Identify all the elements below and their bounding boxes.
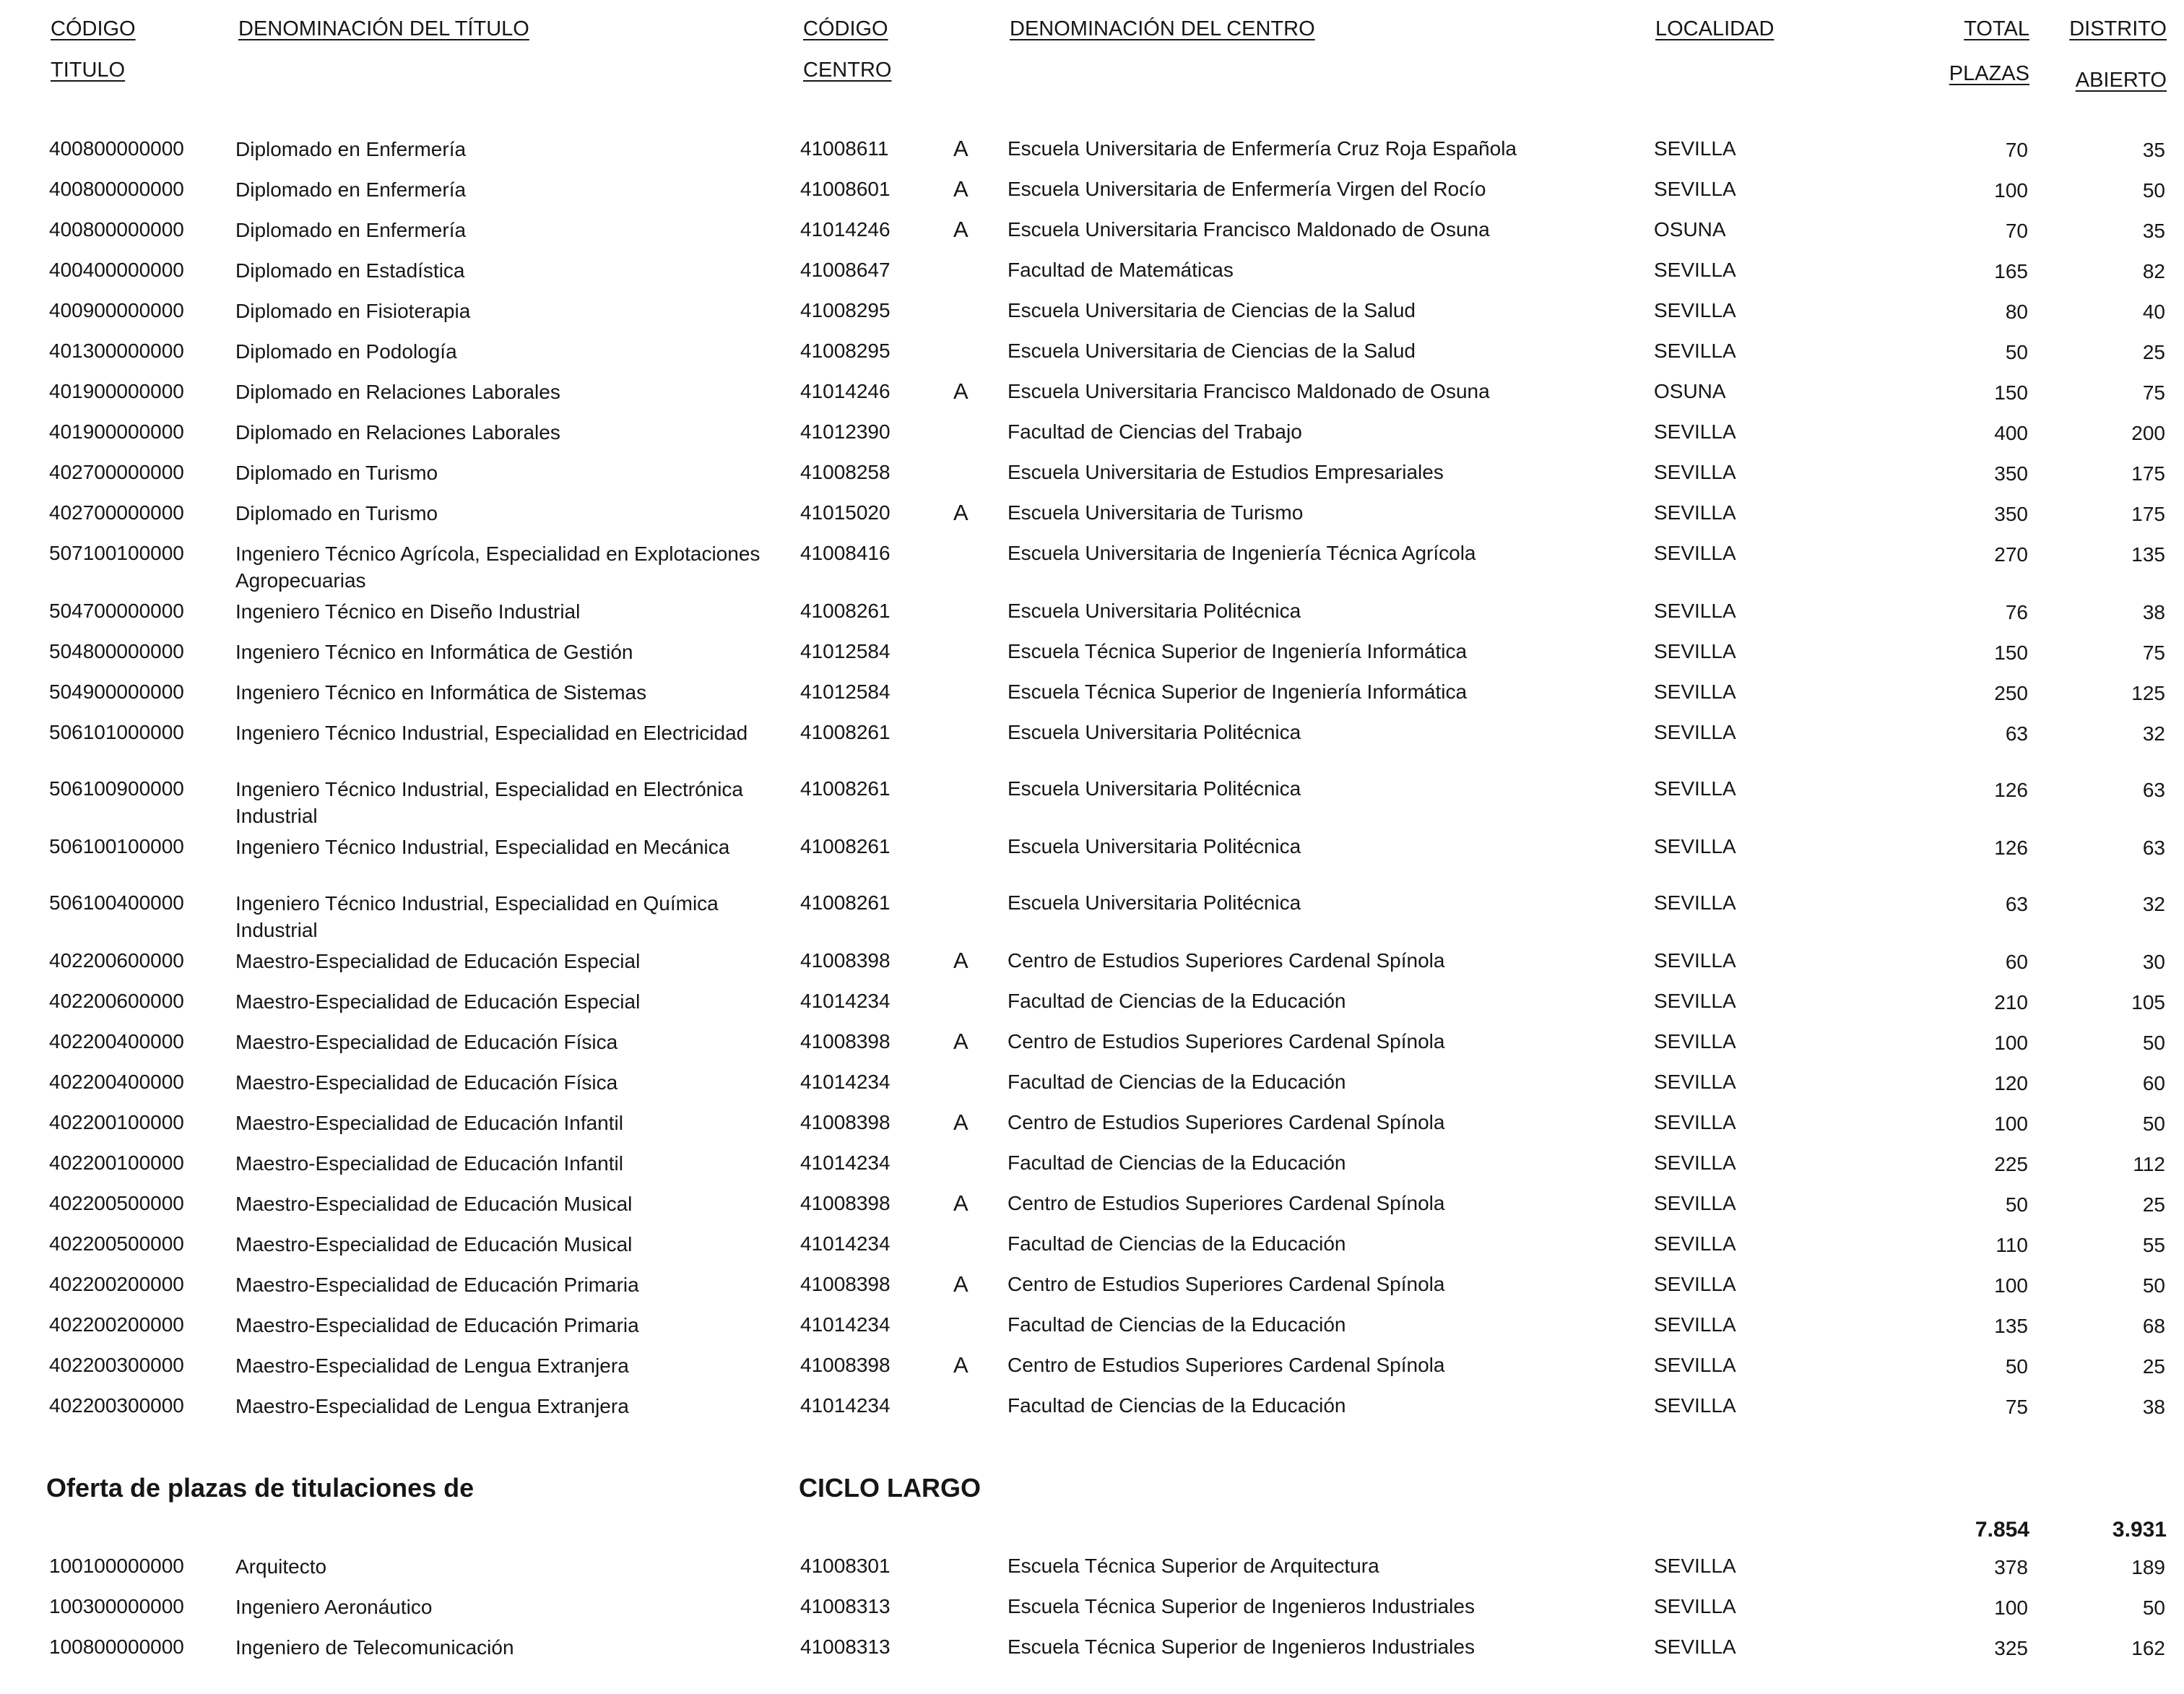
- cell-localidad: SEVILLA: [1654, 1635, 1736, 1658]
- header-codigo-titulo-line2: TITULO: [51, 59, 126, 82]
- cell-codigo-titulo: 400400000000: [49, 259, 184, 281]
- cell-codigo-titulo: 400800000000: [49, 137, 184, 160]
- cell-titulo: Maestro-Especialidad de Educación Física: [235, 1031, 618, 1053]
- cell-distrito: 35: [2142, 220, 2165, 242]
- cell-total-plazas: 325: [1994, 1637, 2028, 1659]
- cell-total-plazas: 165: [1994, 260, 2028, 282]
- cell-localidad: SEVILLA: [1654, 949, 1736, 972]
- cell-total-plazas: 100: [1994, 1274, 2028, 1297]
- cell-localidad: SEVILLA: [1654, 299, 1736, 321]
- cell-codigo-titulo: 100800000000: [49, 1635, 184, 1658]
- cell-codigo-centro: 41008398: [800, 1273, 890, 1295]
- cell-centro: Facultad de Matemáticas: [1008, 259, 1234, 281]
- cell-titulo: Ingeniero Técnico Industrial, Especialidad en Química Industrial: [235, 892, 719, 941]
- cell-codigo-titulo: 401900000000: [49, 420, 184, 443]
- cell-total-plazas: 150: [1994, 641, 2028, 664]
- cell-total-plazas: 350: [1994, 462, 2028, 485]
- cell-titulo: Maestro-Especialidad de Educación Infantil: [235, 1152, 623, 1175]
- cell-codigo-titulo: 401300000000: [49, 340, 184, 362]
- cell-titulo: Ingeniero Técnico en Diseño Industrial: [235, 600, 581, 623]
- cell-centro: Escuela Universitaria Politécnica: [1008, 600, 1301, 622]
- cell-distrito: 189: [2131, 1556, 2165, 1578]
- total-plazas: 7.854: [1975, 1518, 2029, 1542]
- cell-titulo: Ingeniero Técnico Industrial, Especialidad en Electrónica Industrial: [235, 778, 744, 827]
- header-distrito-abierto-line2: ABIERTO: [2075, 69, 2167, 92]
- header-total-plazas-line2: PLAZAS: [1949, 62, 2029, 85]
- cell-distrito: 38: [2142, 601, 2165, 623]
- cell-distrito: 105: [2131, 991, 2165, 1014]
- header-total-plazas-line1: TOTAL: [1964, 17, 2029, 40]
- cell-distrito: 200: [2131, 422, 2165, 444]
- cell-codigo-centro: 41012584: [800, 640, 890, 662]
- cell-localidad: SEVILLA: [1654, 680, 1736, 703]
- cell-codigo-titulo: 100300000000: [49, 1595, 184, 1617]
- cell-distrito: 38: [2142, 1396, 2165, 1418]
- cell-distrito: 135: [2131, 543, 2165, 566]
- cell-titulo: Ingeniero Técnico en Informática de Gestión: [235, 641, 633, 663]
- cell-centro: Escuela Técnica Superior de Ingenieros Industriales: [1008, 1635, 1475, 1658]
- cell-localidad: SEVILLA: [1654, 1192, 1736, 1214]
- cell-distrito: 60: [2142, 1072, 2165, 1094]
- cell-centro: Escuela Universitaria Francisco Maldonado de Osuna: [1008, 380, 1490, 402]
- cell-centro: Facultad de Ciencias de la Educación: [1008, 1313, 1346, 1336]
- cell-codigo-centro: 41008416: [800, 542, 890, 564]
- cell-centro: Escuela Universitaria Politécnica: [1008, 777, 1301, 800]
- cell-titulo: Arquitecto: [235, 1555, 327, 1578]
- cell-codigo-centro: 41014234: [800, 1313, 890, 1336]
- cell-codigo-centro: 41008398: [800, 949, 890, 972]
- cell-localidad: SEVILLA: [1654, 1232, 1736, 1255]
- cell-distrito: 63: [2142, 779, 2165, 801]
- cell-codigo-centro: 41014234: [800, 1394, 890, 1417]
- cell-distrito: 68: [2142, 1315, 2165, 1337]
- header-codigo-centro-line2: CENTRO: [803, 59, 892, 82]
- cell-distrito: 30: [2142, 951, 2165, 973]
- cell-flag: A: [953, 948, 968, 973]
- cell-localidad: SEVILLA: [1654, 1354, 1736, 1376]
- cell-centro: Facultad de Ciencias de la Educación: [1008, 1394, 1346, 1417]
- cell-titulo: Ingeniero Aeronáutico: [235, 1596, 433, 1618]
- cell-total-plazas: 63: [2005, 722, 2028, 745]
- cell-codigo-titulo: 402200400000: [49, 1071, 184, 1093]
- cell-total-plazas: 100: [1994, 1032, 2028, 1054]
- cell-total-plazas: 100: [1994, 1112, 2028, 1135]
- cell-titulo: Diplomado en Fisioterapia: [235, 300, 471, 322]
- cell-total-plazas: 110: [1996, 1234, 2028, 1256]
- cell-centro: Escuela Universitaria de Estudios Empresariales: [1008, 461, 1444, 483]
- cell-codigo-centro: 41008398: [800, 1030, 890, 1053]
- cell-codigo-titulo: 402200300000: [49, 1354, 184, 1376]
- cell-localidad: SEVILLA: [1654, 835, 1736, 857]
- cell-centro: Centro de Estudios Superiores Cardenal Spínola: [1008, 1030, 1445, 1053]
- cell-codigo-titulo: 402200100000: [49, 1151, 184, 1174]
- cell-centro: Escuela Universitaria de Ciencias de la Salud: [1008, 340, 1416, 362]
- cell-distrito: 75: [2142, 381, 2165, 404]
- header-distrito-abierto-line1: DISTRITO: [2069, 17, 2167, 40]
- cell-centro: Centro de Estudios Superiores Cardenal Spínola: [1008, 949, 1445, 972]
- cell-distrito: 50: [2142, 179, 2165, 202]
- cell-distrito: 175: [2131, 462, 2165, 485]
- cell-distrito: 75: [2142, 641, 2165, 664]
- cell-localidad: SEVILLA: [1654, 420, 1736, 443]
- cell-flag: A: [953, 1352, 968, 1378]
- cell-titulo: Maestro-Especialidad de Educación Musical: [235, 1233, 633, 1256]
- cell-titulo: Ingeniero de Telecomunicación: [235, 1636, 514, 1659]
- header-codigo-titulo-line1: CÓDIGO: [51, 17, 136, 40]
- cell-total-plazas: 120: [1994, 1072, 2028, 1094]
- cell-total-plazas: 225: [1994, 1153, 2028, 1175]
- cell-codigo-titulo: 504700000000: [49, 600, 184, 622]
- header-denominacion-titulo: DENOMINACIÓN DEL TÍTULO: [238, 17, 529, 40]
- cell-codigo-titulo: 402200200000: [49, 1273, 184, 1295]
- cell-centro: Escuela Universitaria Francisco Maldonado de Osuna: [1008, 218, 1490, 241]
- cell-titulo: Ingeniero Técnico Agrícola, Especialidad en Explotaciones Agropecuarias: [235, 543, 760, 592]
- cell-distrito: 162: [2131, 1637, 2165, 1659]
- cell-codigo-titulo: 507100100000: [49, 542, 184, 564]
- cell-titulo: Diplomado en Enfermería: [235, 178, 467, 201]
- cell-codigo-centro: 41008398: [800, 1354, 890, 1376]
- cell-codigo-centro: 41014246: [800, 218, 890, 241]
- cell-localidad: OSUNA: [1654, 380, 1726, 402]
- cell-codigo-titulo: 402200600000: [49, 949, 184, 972]
- cell-flag: A: [953, 500, 968, 525]
- cell-codigo-titulo: 401900000000: [49, 380, 184, 402]
- cell-codigo-titulo: 402200100000: [49, 1111, 184, 1133]
- cell-titulo: Diplomado en Enfermería: [235, 138, 467, 160]
- cell-titulo: Maestro-Especialidad de Educación Especial: [235, 990, 641, 1013]
- cell-titulo: Ingeniero Técnico en Informática de Sistemas: [235, 681, 647, 704]
- cell-codigo-centro: 41008261: [800, 835, 890, 857]
- cell-localidad: SEVILLA: [1654, 178, 1736, 200]
- cell-codigo-titulo: 402200300000: [49, 1394, 184, 1417]
- cell-flag: A: [953, 1110, 968, 1135]
- cell-codigo-titulo: 504900000000: [49, 680, 184, 703]
- cell-centro: Escuela Universitaria de Turismo: [1008, 501, 1304, 524]
- cell-total-plazas: 50: [2005, 341, 2028, 363]
- cell-localidad: SEVILLA: [1654, 1151, 1736, 1174]
- section-cycle: CICLO LARGO: [799, 1473, 981, 1503]
- cell-localidad: SEVILLA: [1654, 461, 1736, 483]
- cell-titulo: Diplomado en Enfermería: [235, 219, 467, 241]
- cell-distrito: 50: [2142, 1112, 2165, 1135]
- cell-flag: A: [953, 379, 968, 404]
- cell-titulo: Diplomado en Turismo: [235, 462, 438, 484]
- cell-titulo: Maestro-Especialidad de Educación Primaria: [235, 1274, 639, 1296]
- cell-codigo-centro: 41014234: [800, 1151, 890, 1174]
- cell-titulo: Maestro-Especialidad de Educación Especial: [235, 950, 641, 972]
- cell-centro: Escuela Universitaria Politécnica: [1008, 835, 1301, 857]
- cell-codigo-titulo: 402700000000: [49, 501, 184, 524]
- cell-codigo-titulo: 506101000000: [49, 721, 184, 743]
- cell-distrito: 50: [2142, 1596, 2165, 1619]
- cell-localidad: SEVILLA: [1654, 1071, 1736, 1093]
- cell-codigo-centro: 41012584: [800, 680, 890, 703]
- cell-distrito: 25: [2142, 341, 2165, 363]
- cell-total-plazas: 50: [2005, 1355, 2028, 1378]
- cell-localidad: SEVILLA: [1654, 1111, 1736, 1133]
- cell-total-plazas: 100: [1994, 179, 2028, 202]
- cell-distrito: 112: [2133, 1153, 2165, 1175]
- cell-codigo-titulo: 400800000000: [49, 218, 184, 241]
- cell-centro: Facultad de Ciencias de la Educación: [1008, 1232, 1346, 1255]
- cell-codigo-titulo: 402700000000: [49, 461, 184, 483]
- cell-codigo-centro: 41014234: [800, 990, 890, 1012]
- cell-codigo-centro: 41014234: [800, 1071, 890, 1093]
- cell-centro: Escuela Universitaria Politécnica: [1008, 891, 1301, 914]
- cell-codigo-centro: 41008398: [800, 1192, 890, 1214]
- cell-total-plazas: 70: [2005, 220, 2028, 242]
- cell-centro: Centro de Estudios Superiores Cardenal Spínola: [1008, 1192, 1445, 1214]
- cell-localidad: SEVILLA: [1654, 1030, 1736, 1053]
- cell-codigo-centro: 41008398: [800, 1111, 890, 1133]
- cell-centro: Escuela Universitaria de Enfermería Cruz Roja Española: [1008, 137, 1517, 160]
- cell-titulo: Diplomado en Relaciones Laborales: [235, 421, 560, 444]
- cell-flag: A: [953, 1271, 968, 1297]
- cell-distrito: 55: [2142, 1234, 2165, 1256]
- cell-codigo-centro: 41012390: [800, 420, 890, 443]
- cell-localidad: SEVILLA: [1654, 1394, 1736, 1417]
- cell-localidad: OSUNA: [1654, 218, 1726, 241]
- cell-titulo: Maestro-Especialidad de Educación Musical: [235, 1193, 633, 1215]
- cell-localidad: SEVILLA: [1654, 640, 1736, 662]
- cell-distrito: 125: [2131, 682, 2165, 704]
- cell-codigo-titulo: 402200500000: [49, 1232, 184, 1255]
- header-codigo-centro-line1: CÓDIGO: [803, 17, 888, 40]
- cell-codigo-centro: 41008611: [800, 137, 889, 160]
- cell-codigo-centro: 41015020: [800, 501, 890, 524]
- cell-codigo-titulo: 402200600000: [49, 990, 184, 1012]
- cell-centro: Facultad de Ciencias de la Educación: [1008, 1071, 1346, 1093]
- cell-total-plazas: 135: [1994, 1315, 2028, 1337]
- cell-distrito: 25: [2142, 1355, 2165, 1378]
- cell-total-plazas: 126: [1994, 779, 2028, 801]
- cell-titulo: Maestro-Especialidad de Educación Física: [235, 1071, 618, 1094]
- cell-flag: A: [953, 1029, 968, 1054]
- cell-distrito: 82: [2142, 260, 2165, 282]
- cell-flag: A: [953, 136, 968, 161]
- cell-distrito: 63: [2142, 837, 2165, 859]
- cell-codigo-centro: 41008301: [800, 1555, 890, 1577]
- cell-centro: Escuela Universitaria de Ingeniería Técnica Agrícola: [1008, 542, 1476, 564]
- cell-codigo-titulo: 506100900000: [49, 777, 184, 800]
- cell-codigo-centro: 41008261: [800, 891, 890, 914]
- cell-localidad: SEVILLA: [1654, 542, 1736, 564]
- cell-centro: Facultad de Ciencias de la Educación: [1008, 990, 1346, 1012]
- cell-localidad: SEVILLA: [1654, 340, 1736, 362]
- section-title: Oferta de plazas de titulaciones de: [46, 1473, 474, 1503]
- cell-distrito: 32: [2142, 722, 2165, 745]
- cell-codigo-centro: 41008313: [800, 1635, 890, 1658]
- cell-distrito: 35: [2142, 139, 2165, 161]
- cell-centro: Escuela Universitaria de Enfermería Virgen del Rocío: [1008, 178, 1486, 200]
- cell-total-plazas: 100: [1994, 1596, 2028, 1619]
- cell-codigo-centro: 41008647: [800, 259, 890, 281]
- cell-codigo-titulo: 402200200000: [49, 1313, 184, 1336]
- cell-centro: Escuela Universitaria de Ciencias de la Salud: [1008, 299, 1416, 321]
- cell-codigo-titulo: 400800000000: [49, 178, 184, 200]
- cell-total-plazas: 50: [2005, 1193, 2028, 1216]
- cell-centro: Centro de Estudios Superiores Cardenal Spínola: [1008, 1273, 1445, 1295]
- cell-codigo-centro: 41008261: [800, 600, 890, 622]
- cell-titulo: Maestro-Especialidad de Lengua Extranjera: [235, 1395, 629, 1417]
- cell-codigo-centro: 41008258: [800, 461, 890, 483]
- cell-localidad: SEVILLA: [1654, 137, 1736, 160]
- cell-total-plazas: 250: [1994, 682, 2028, 704]
- cell-centro: Escuela Técnica Superior de Ingeniería Informática: [1008, 640, 1468, 662]
- header-denominacion-centro: DENOMINACIÓN DEL CENTRO: [1010, 17, 1315, 40]
- cell-centro: Escuela Técnica Superior de Arquitectura: [1008, 1555, 1379, 1577]
- cell-localidad: SEVILLA: [1654, 259, 1736, 281]
- cell-codigo-centro: 41008295: [800, 299, 890, 321]
- cell-distrito: 50: [2142, 1274, 2165, 1297]
- cell-centro: Escuela Técnica Superior de Ingenieros Industriales: [1008, 1595, 1475, 1617]
- total-distrito: 3.931: [2112, 1518, 2167, 1542]
- cell-titulo: Diplomado en Estadística: [235, 259, 465, 282]
- cell-total-plazas: 63: [2005, 893, 2028, 915]
- cell-codigo-titulo: 506100100000: [49, 835, 184, 857]
- cell-localidad: SEVILLA: [1654, 600, 1736, 622]
- cell-codigo-centro: 41008313: [800, 1595, 890, 1617]
- cell-localidad: SEVILLA: [1654, 777, 1736, 800]
- cell-localidad: SEVILLA: [1654, 501, 1736, 524]
- cell-codigo-centro: 41008601: [800, 178, 890, 200]
- cell-distrito: 32: [2142, 893, 2165, 915]
- cell-total-plazas: 150: [1994, 381, 2028, 404]
- cell-centro: Facultad de Ciencias del Trabajo: [1008, 420, 1302, 443]
- cell-total-plazas: 350: [1994, 503, 2028, 525]
- cell-flag: A: [953, 217, 968, 242]
- cell-localidad: SEVILLA: [1654, 721, 1736, 743]
- cell-localidad: SEVILLA: [1654, 1595, 1736, 1617]
- cell-localidad: SEVILLA: [1654, 990, 1736, 1012]
- cell-distrito: 40: [2142, 301, 2165, 323]
- cell-total-plazas: 80: [2005, 301, 2028, 323]
- cell-titulo: Diplomado en Relaciones Laborales: [235, 381, 560, 403]
- cell-localidad: SEVILLA: [1654, 1273, 1736, 1295]
- cell-flag: A: [953, 176, 968, 202]
- cell-total-plazas: 210: [1994, 991, 2028, 1014]
- cell-localidad: SEVILLA: [1654, 891, 1736, 914]
- cell-localidad: SEVILLA: [1654, 1313, 1736, 1336]
- cell-codigo-centro: 41008261: [800, 721, 890, 743]
- cell-total-plazas: 70: [2005, 139, 2028, 161]
- cell-distrito: 175: [2131, 503, 2165, 525]
- cell-centro: Escuela Técnica Superior de Ingeniería Informática: [1008, 680, 1468, 703]
- cell-total-plazas: 270: [1994, 543, 2028, 566]
- cell-titulo: Ingeniero Técnico Industrial, Especialidad en Electricidad: [235, 722, 748, 744]
- cell-titulo: Diplomado en Turismo: [235, 502, 438, 524]
- cell-total-plazas: 76: [2005, 601, 2028, 623]
- cell-codigo-centro: 41014246: [800, 380, 890, 402]
- cell-titulo: Maestro-Especialidad de Educación Primaria: [235, 1314, 639, 1336]
- cell-centro: Facultad de Ciencias de la Educación: [1008, 1151, 1346, 1174]
- cell-localidad: SEVILLA: [1654, 1555, 1736, 1577]
- cell-codigo-titulo: 504800000000: [49, 640, 184, 662]
- cell-centro: Centro de Estudios Superiores Cardenal Spínola: [1008, 1354, 1445, 1376]
- cell-codigo-titulo: 402200500000: [49, 1192, 184, 1214]
- cell-titulo: Maestro-Especialidad de Lengua Extranjera: [235, 1354, 629, 1377]
- cell-centro: Escuela Universitaria Politécnica: [1008, 721, 1301, 743]
- cell-codigo-titulo: 506100400000: [49, 891, 184, 914]
- cell-distrito: 25: [2142, 1193, 2165, 1216]
- cell-codigo-centro: 41008295: [800, 340, 890, 362]
- cell-codigo-centro: 41008261: [800, 777, 890, 800]
- cell-titulo: Maestro-Especialidad de Educación Infantil: [235, 1112, 623, 1134]
- cell-codigo-centro: 41014234: [800, 1232, 890, 1255]
- cell-codigo-titulo: 402200400000: [49, 1030, 184, 1053]
- cell-total-plazas: 60: [2005, 951, 2028, 973]
- cell-total-plazas: 126: [1994, 837, 2028, 859]
- cell-flag: A: [953, 1190, 968, 1216]
- cell-total-plazas: 400: [1994, 422, 2028, 444]
- cell-titulo: Diplomado en Podología: [235, 340, 457, 363]
- cell-titulo: Ingeniero Técnico Industrial, Especialidad en Mecánica: [235, 836, 730, 858]
- cell-codigo-titulo: 100100000000: [49, 1555, 184, 1577]
- cell-centro: Centro de Estudios Superiores Cardenal Spínola: [1008, 1111, 1445, 1133]
- cell-distrito: 50: [2142, 1032, 2165, 1054]
- cell-codigo-titulo: 400900000000: [49, 299, 184, 321]
- cell-total-plazas: 378: [1994, 1556, 2028, 1578]
- header-localidad: LOCALIDAD: [1655, 17, 1774, 40]
- cell-total-plazas: 75: [2005, 1396, 2028, 1418]
